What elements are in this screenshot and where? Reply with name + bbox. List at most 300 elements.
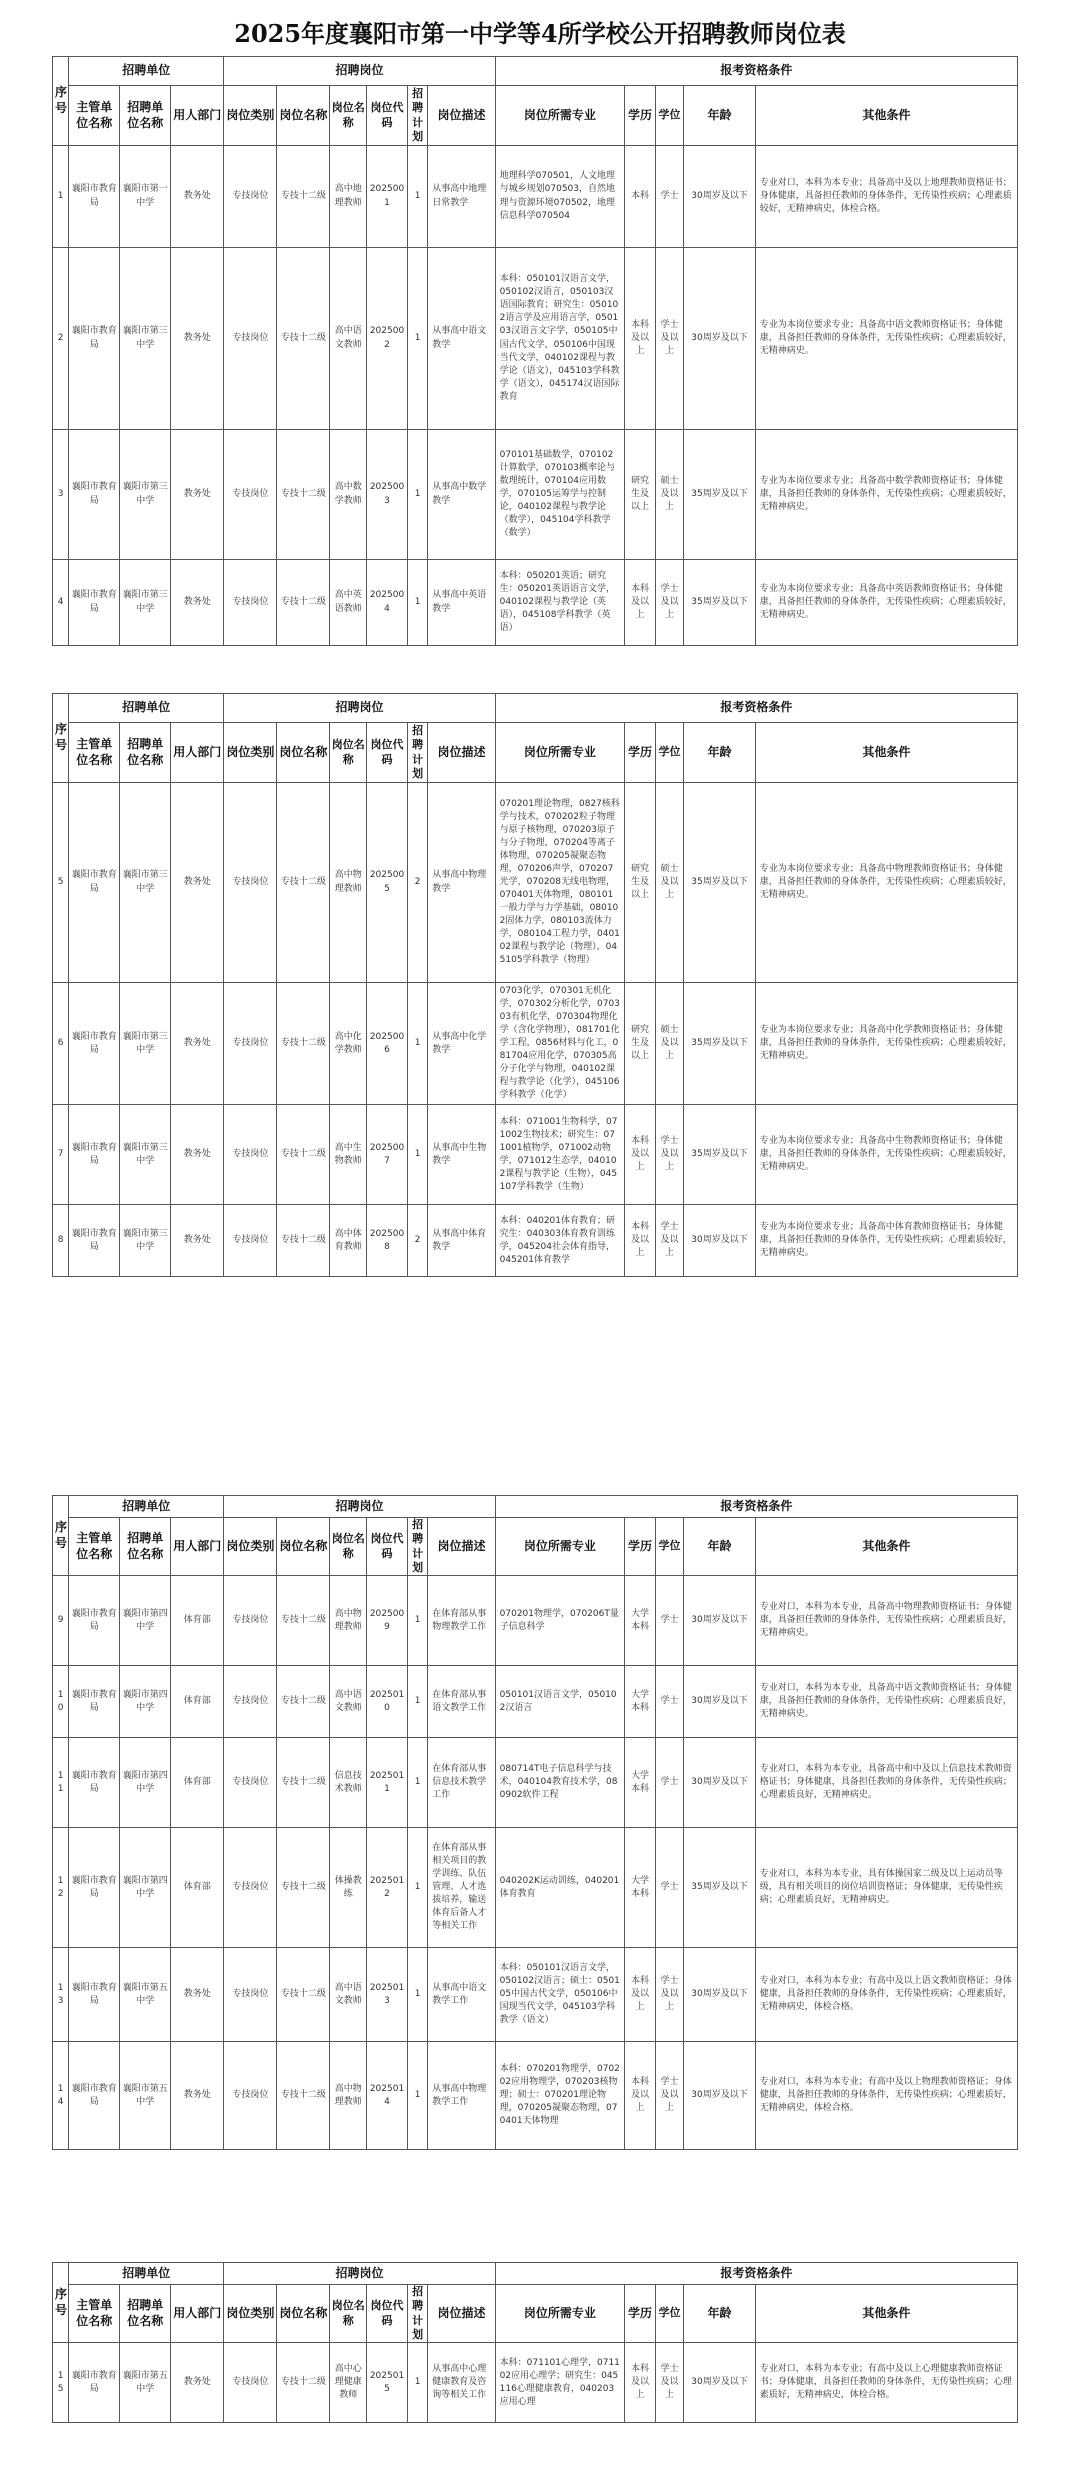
cell-edu: 本科及以上 [625, 2042, 656, 2150]
cell-seq: 3 [53, 430, 69, 560]
cell-other: 专业对口，本科为本专业，具备高中和中及以上信息技术教师资格证书；身体健康，具备担任教师的身体条件，无传染性疾病；心理素质良好，无精神病史。 [755, 1738, 1017, 1828]
cell-edu: 大学本科 [625, 1576, 656, 1666]
header-row-group [53, 2263, 1018, 2285]
recruitment-table-3 [52, 1495, 1018, 2150]
table-row [53, 1576, 1018, 1666]
table-row [53, 783, 1018, 983]
header-seq: 序号 [53, 694, 69, 783]
cell-type: 专技岗位 [224, 248, 277, 430]
cell-edu: 本科及以上 [625, 1105, 656, 1205]
cell-sup: 襄阳市教育局 [69, 1576, 120, 1666]
cell-level: 专技十二级 [277, 783, 330, 983]
cell-n: 1 [407, 146, 427, 248]
cell-other: 专业对口，本科为本专业，具备高中语文教师资格证书；身体健康，具备担任教师的身体条件，无传染性疾病；心理素质良好，无精神病史。 [755, 1666, 1017, 1738]
cell-unit: 襄阳市第四中学 [120, 1738, 171, 1828]
cell-age: 30周岁及以下 [684, 1738, 755, 1828]
cell-sup: 襄阳市教育局 [69, 560, 120, 646]
cell-desc: 从事高中语文教学 [428, 248, 495, 430]
cell-n: 1 [407, 2042, 427, 2150]
cell-type: 专技岗位 [224, 146, 277, 248]
header-quota: 招聘计划 [407, 1518, 427, 1576]
cell-dept: 体育部 [171, 1828, 224, 1948]
cell-major: 本科：071101心理学，071102应用心理学；研究生：045116心理健康教育，040203应用心理 [495, 2343, 625, 2423]
cell-age: 35周岁及以下 [684, 1105, 755, 1205]
cell-deg: 学士 [655, 1666, 684, 1738]
cell-level: 专技十二级 [277, 2042, 330, 2150]
cell-major: 040202K运动训练，040201体育教育 [495, 1828, 625, 1948]
header-quota: 招聘计划 [407, 86, 427, 146]
cell-type: 专技岗位 [224, 2042, 277, 2150]
cell-type: 专技岗位 [224, 560, 277, 646]
cell-other: 专业为本岗位要求专业；具备高中体育教师资格证书；身体健康，具备担任教师的身体条件，无传染性疾病；心理素质较好，无精神病史。 [755, 1205, 1017, 1277]
cell-title: 高中地理教师 [330, 146, 367, 248]
header-degree: 学位 [655, 723, 684, 783]
cell-unit: 襄阳市第五中学 [120, 2042, 171, 2150]
cell-age: 35周岁及以下 [684, 1828, 755, 1948]
cell-n: 1 [407, 430, 427, 560]
cell-age: 35周岁及以下 [684, 983, 755, 1105]
header-post-group: 招聘岗位 [224, 1496, 495, 1518]
header-quota: 招聘计划 [407, 2285, 427, 2343]
cell-seq: 13 [53, 1948, 69, 2042]
cell-major: 本科：040201体育教育；研究生：040303体育教育训练学，045204社会体育指导，045201体育教学 [495, 1205, 625, 1277]
cell-title: 高中化学教师 [330, 983, 367, 1105]
cell-type: 专技岗位 [224, 1666, 277, 1738]
header-major: 岗位所需专业 [495, 723, 625, 783]
cell-seq: 6 [53, 983, 69, 1105]
cell-level: 专技十二级 [277, 1738, 330, 1828]
header-age: 年龄 [684, 2285, 755, 2343]
cell-seq: 10 [53, 1666, 69, 1738]
cell-seq: 15 [53, 2343, 69, 2423]
cell-seq: 4 [53, 560, 69, 646]
cell-dept: 教务处 [171, 2042, 224, 2150]
cell-age: 35周岁及以下 [684, 560, 755, 646]
table-row [53, 248, 1018, 430]
cell-sup: 襄阳市教育局 [69, 430, 120, 560]
cell-edu: 大学本科 [625, 1738, 656, 1828]
cell-unit: 襄阳市第三中学 [120, 1205, 171, 1277]
table-row [53, 2042, 1018, 2150]
cell-major: 本科：070201物理学，070202应用物理学，070203核物理；硕士：070201理论物理，070205凝聚态物理，070401天体物理 [495, 2042, 625, 2150]
cell-code: 2025013 [367, 1948, 408, 2042]
header-department: 用人部门 [171, 2285, 224, 2343]
cell-deg: 硕士及以上 [655, 983, 684, 1105]
cell-edu: 大学本科 [625, 1666, 656, 1738]
cell-unit: 襄阳市第四中学 [120, 1828, 171, 1948]
header-unit-name: 招聘单位名称 [120, 2285, 171, 2343]
recruitment-table-2 [52, 693, 1018, 1277]
cell-dept: 教务处 [171, 783, 224, 983]
cell-seq: 11 [53, 1738, 69, 1828]
cell-age: 35周岁及以下 [684, 430, 755, 560]
cell-code: 2025011 [367, 1738, 408, 1828]
cell-n: 2 [407, 783, 427, 983]
header-major: 岗位所需专业 [495, 86, 625, 146]
cell-deg: 学士 [655, 1738, 684, 1828]
cell-other: 专业为本岗位要求专业；具备高中生物教师资格证书；身体健康，具备担任教师的身体条件，无传染性疾病；心理素质较好，无精神病史。 [755, 1105, 1017, 1205]
cell-major: 本科：050201英语；研究生：050201英语语言文学，040102课程与教学论（英语），045108学科教学（英语） [495, 560, 625, 646]
header-post-name: 岗位名称 [277, 86, 330, 146]
header-requirements-group: 报考资格条件 [495, 694, 1017, 723]
cell-title: 高中语文教师 [330, 248, 367, 430]
cell-title: 高中语文教师 [330, 1666, 367, 1738]
cell-level: 专技十二级 [277, 1576, 330, 1666]
table-row [53, 2343, 1018, 2423]
cell-unit: 襄阳市第三中学 [120, 430, 171, 560]
cell-type: 专技岗位 [224, 1576, 277, 1666]
cell-code: 2025008 [367, 1205, 408, 1277]
header-post-group: 招聘岗位 [224, 2263, 495, 2285]
cell-unit: 襄阳市第三中学 [120, 783, 171, 983]
cell-n: 1 [407, 1105, 427, 1205]
header-major: 岗位所需专业 [495, 2285, 625, 2343]
recruitment-table-1 [52, 56, 1018, 646]
cell-major: 070101基础数学，070102计算数学，070103概率论与数理统计，070104应用数学，070105运筹学与控制论，040102课程与教学论（数学），045104学科教学（数学） [495, 430, 625, 560]
cell-unit: 襄阳市第三中学 [120, 1105, 171, 1205]
header-post-type: 岗位类别 [224, 86, 277, 146]
cell-edu: 研究生及以上 [625, 983, 656, 1105]
header-post-group: 招聘岗位 [224, 57, 495, 86]
header-row-columns [53, 723, 1018, 783]
cell-dept: 教务处 [171, 1948, 224, 2042]
header-education: 学历 [625, 723, 656, 783]
cell-other: 专业为本岗位要求专业；具备高中化学教师资格证书；身体健康，具备担任教师的身体条件，无传染性疾病；心理素质较好，无精神病史。 [755, 983, 1017, 1105]
cell-other: 专业为本岗位要求专业；具备高中语文教师资格证书；身体健康，具备担任教师的身体条件，无传染性疾病；心理素质较好，无精神病史。 [755, 248, 1017, 430]
table-row [53, 983, 1018, 1105]
cell-level: 专技十二级 [277, 560, 330, 646]
cell-unit: 襄阳市第五中学 [120, 1948, 171, 2042]
cell-n: 1 [407, 1738, 427, 1828]
header-quota: 招聘计划 [407, 723, 427, 783]
cell-seq: 9 [53, 1576, 69, 1666]
cell-type: 专技岗位 [224, 1105, 277, 1205]
cell-dept: 教务处 [171, 2343, 224, 2423]
cell-sup: 襄阳市教育局 [69, 2343, 120, 2423]
cell-n: 1 [407, 983, 427, 1105]
cell-code: 2025002 [367, 248, 408, 430]
cell-sup: 襄阳市教育局 [69, 783, 120, 983]
cell-dept: 教务处 [171, 430, 224, 560]
cell-deg: 学士及以上 [655, 248, 684, 430]
cell-title: 高中体育教师 [330, 1205, 367, 1277]
cell-edu: 研究生及以上 [625, 430, 656, 560]
cell-dept: 教务处 [171, 146, 224, 248]
cell-code: 2025007 [367, 1105, 408, 1205]
cell-deg: 学士 [655, 146, 684, 248]
header-degree: 学位 [655, 2285, 684, 2343]
cell-desc: 在体育部从事信息技术教学工作 [428, 1738, 495, 1828]
cell-type: 专技岗位 [224, 983, 277, 1105]
cell-major: 本科：050101汉语言文学，050102汉语言，050103汉语国际教育；研究生：050102语言学及应用语言学，050103汉语言文字学，050105中国古代文学，050106中国现当代文学，040102课程与教学论（语文），045103学科教学（语文），045174汉语国际教育 [495, 248, 625, 430]
cell-title: 高中物理教师 [330, 2042, 367, 2150]
cell-deg: 硕士及以上 [655, 430, 684, 560]
cell-seq: 1 [53, 146, 69, 248]
header-other-conditions: 其他条件 [755, 86, 1017, 146]
cell-sup: 襄阳市教育局 [69, 1828, 120, 1948]
cell-age: 30周岁及以下 [684, 1205, 755, 1277]
cell-deg: 硕士及以上 [655, 783, 684, 983]
cell-level: 专技十二级 [277, 1948, 330, 2042]
cell-sup: 襄阳市教育局 [69, 248, 120, 430]
cell-level: 专技十二级 [277, 430, 330, 560]
cell-code: 2025014 [367, 2042, 408, 2150]
header-major: 岗位所需专业 [495, 1518, 625, 1576]
header-education: 学历 [625, 86, 656, 146]
cell-unit: 襄阳市第四中学 [120, 1666, 171, 1738]
header-department: 用人部门 [171, 1518, 224, 1576]
header-unit-group: 招聘单位 [69, 694, 224, 723]
cell-desc: 从事高中数学教学 [428, 430, 495, 560]
cell-other: 专业对口，本科为本专业，具备高中物理教师资格证书；身体健康，具备担任教师的身体条件，无传染性疾病；心理素质良好，无精神病史。 [755, 1576, 1017, 1666]
cell-n: 1 [407, 1666, 427, 1738]
cell-desc: 从事高中语文教学工作 [428, 1948, 495, 2042]
cell-edu: 本科及以上 [625, 560, 656, 646]
cell-seq: 8 [53, 1205, 69, 1277]
table-row [53, 560, 1018, 646]
cell-unit: 襄阳市第五中学 [120, 2343, 171, 2423]
table-row [53, 1205, 1018, 1277]
cell-n: 1 [407, 1828, 427, 1948]
header-other-conditions: 其他条件 [755, 1518, 1017, 1576]
header-post-name: 岗位名称 [277, 723, 330, 783]
header-post-title: 岗位名称 [330, 1518, 367, 1576]
cell-type: 专技岗位 [224, 1738, 277, 1828]
cell-level: 专技十二级 [277, 983, 330, 1105]
cell-major: 070201理论物理，0827核科学与技术，070202粒子物理与原子核物理，070203原子与分子物理，070204等离子体物理，070205凝聚态物理，070206声学，070207光学，070208无线电物理，070401天体物理，080101一般力学与力学基础，080102固体力学，080103流体力学，080104工程力学，040102课程与教学论（物理），045105学科教学（物理） [495, 783, 625, 983]
cell-dept: 教务处 [171, 983, 224, 1105]
cell-edu: 本科及以上 [625, 248, 656, 430]
cell-sup: 襄阳市教育局 [69, 1205, 120, 1277]
cell-seq: 5 [53, 783, 69, 983]
header-unit-group: 招聘单位 [69, 2263, 224, 2285]
header-post-type: 岗位类别 [224, 1518, 277, 1576]
cell-age: 30周岁及以下 [684, 2042, 755, 2150]
cell-n: 1 [407, 560, 427, 646]
cell-dept: 体育部 [171, 1666, 224, 1738]
cell-desc: 从事高中物理教学 [428, 783, 495, 983]
cell-level: 专技十二级 [277, 1666, 330, 1738]
cell-n: 1 [407, 1576, 427, 1666]
header-post-group: 招聘岗位 [224, 694, 495, 723]
cell-seq: 14 [53, 2042, 69, 2150]
header-seq: 序号 [53, 1496, 69, 1576]
cell-code: 2025015 [367, 2343, 408, 2423]
cell-unit: 襄阳市第三中学 [120, 560, 171, 646]
cell-type: 专技岗位 [224, 1828, 277, 1948]
header-unit-name: 招聘单位名称 [120, 723, 171, 783]
header-other-conditions: 其他条件 [755, 2285, 1017, 2343]
cell-other: 专业为本岗位要求专业；具备高中英语教师资格证书；身体健康，具备担任教师的身体条件，无传染性疾病；心理素质较好，无精神病史。 [755, 560, 1017, 646]
cell-unit: 襄阳市第一中学 [120, 146, 171, 248]
header-post-title: 岗位名称 [330, 723, 367, 783]
cell-level: 专技十二级 [277, 2343, 330, 2423]
cell-n: 1 [407, 248, 427, 430]
cell-sup: 襄阳市教育局 [69, 983, 120, 1105]
cell-sup: 襄阳市教育局 [69, 1105, 120, 1205]
cell-level: 专技十二级 [277, 146, 330, 248]
cell-other: 专业为本岗位要求专业；具备高中数学教师资格证书；身体健康，具备担任教师的身体条件，无传染性疾病；心理素质较好，无精神病史。 [755, 430, 1017, 560]
header-post-title: 岗位名称 [330, 86, 367, 146]
cell-other: 专业对口，本科为本专业；有高中及以上心理健康教师资格证书；身体健康，具备担任教师的身体条件，无传染性疾病；心理素质好，无精神病史，体检合格。 [755, 2343, 1017, 2423]
cell-age: 30周岁及以下 [684, 2343, 755, 2423]
cell-n: 1 [407, 2343, 427, 2423]
header-other-conditions: 其他条件 [755, 723, 1017, 783]
header-age: 年龄 [684, 723, 755, 783]
cell-deg: 学士及以上 [655, 2042, 684, 2150]
cell-title: 高中生物教师 [330, 1105, 367, 1205]
cell-code: 2025004 [367, 560, 408, 646]
header-post-name: 岗位名称 [277, 2285, 330, 2343]
cell-unit: 襄阳市第四中学 [120, 1576, 171, 1666]
cell-dept: 教务处 [171, 1105, 224, 1205]
header-age: 年龄 [684, 1518, 755, 1576]
header-row-columns [53, 2285, 1018, 2343]
cell-major: 地理科学070501，人文地理与城乡规划070503，自然地理与资源环境070502，地理信息科学070504 [495, 146, 625, 248]
header-supervisor: 主管单位名称 [69, 2285, 120, 2343]
cell-title: 高中心理健康教师 [330, 2343, 367, 2423]
cell-edu: 研究生及以上 [625, 783, 656, 983]
header-post-name: 岗位名称 [277, 1518, 330, 1576]
cell-desc: 从事高中英语教学 [428, 560, 495, 646]
recruitment-table-4 [52, 2262, 1018, 2423]
header-unit-name: 招聘单位名称 [120, 86, 171, 146]
cell-code: 2025006 [367, 983, 408, 1105]
table-row [53, 146, 1018, 248]
cell-code: 2025005 [367, 783, 408, 983]
cell-desc: 在体育部从事物理教学工作 [428, 1576, 495, 1666]
header-unit-name: 招聘单位名称 [120, 1518, 171, 1576]
cell-edu: 本科及以上 [625, 2343, 656, 2423]
header-post-code: 岗位代码 [367, 86, 408, 146]
cell-code: 2025003 [367, 430, 408, 560]
header-post-code: 岗位代码 [367, 1518, 408, 1576]
header-post-code: 岗位代码 [367, 2285, 408, 2343]
header-post-description: 岗位描述 [428, 723, 495, 783]
cell-code: 2025001 [367, 146, 408, 248]
header-row-columns [53, 1518, 1018, 1576]
table-row [53, 1666, 1018, 1738]
cell-sup: 襄阳市教育局 [69, 1948, 120, 2042]
header-row-group [53, 57, 1018, 86]
cell-desc: 从事高中生物教学 [428, 1105, 495, 1205]
cell-level: 专技十二级 [277, 1828, 330, 1948]
cell-seq: 7 [53, 1105, 69, 1205]
cell-dept: 体育部 [171, 1576, 224, 1666]
cell-dept: 教务处 [171, 1205, 224, 1277]
cell-title: 信息技术教师 [330, 1738, 367, 1828]
cell-deg: 学士 [655, 1828, 684, 1948]
cell-major: 0703化学，070301无机化学，070302分析化学，070303有机化学，070304物理化学（含化学物理），081701化学工程，0856材料与化工，081704应用化学，070305高分子化学与物理，040102课程与教学论（化学），045106学科教学（化学） [495, 983, 625, 1105]
table-row [53, 1948, 1018, 2042]
cell-desc: 从事高中物理教学工作 [428, 2042, 495, 2150]
cell-sup: 襄阳市教育局 [69, 146, 120, 248]
header-post-code: 岗位代码 [367, 723, 408, 783]
cell-dept: 教务处 [171, 560, 224, 646]
cell-type: 专技岗位 [224, 1205, 277, 1277]
header-degree: 学位 [655, 1518, 684, 1576]
cell-age: 35周岁及以下 [684, 783, 755, 983]
cell-type: 专技岗位 [224, 1948, 277, 2042]
cell-level: 专技十二级 [277, 248, 330, 430]
cell-n: 1 [407, 1948, 427, 2042]
cell-desc: 在体育部从事相关项目的教学训练、队伍管理、人才选拔培养，输送体育后备人才等相关工作 [428, 1828, 495, 1948]
cell-edu: 本科及以上 [625, 1948, 656, 2042]
cell-title: 高中数学教师 [330, 430, 367, 560]
cell-age: 30周岁及以下 [684, 1576, 755, 1666]
cell-other: 专业为本岗位要求专业；具备高中物理教师资格证书；身体健康，具备担任教师的身体条件，无传染性疾病；心理素质较好，无精神病史。 [755, 783, 1017, 983]
cell-desc: 在体育部从事语文教学工作 [428, 1666, 495, 1738]
header-requirements-group: 报考资格条件 [495, 57, 1017, 86]
cell-age: 30周岁及以下 [684, 1948, 755, 2042]
header-education: 学历 [625, 1518, 656, 1576]
header-age: 年龄 [684, 86, 755, 146]
cell-title: 高中英语教师 [330, 560, 367, 646]
cell-title: 高中物理教师 [330, 1576, 367, 1666]
cell-desc: 从事高中化学教学 [428, 983, 495, 1105]
cell-seq: 12 [53, 1828, 69, 1948]
cell-edu: 大学本科 [625, 1828, 656, 1948]
cell-desc: 从事高中心理健康教育及咨询等相关工作 [428, 2343, 495, 2423]
cell-sup: 襄阳市教育局 [69, 2042, 120, 2150]
header-department: 用人部门 [171, 86, 224, 146]
cell-code: 2025010 [367, 1666, 408, 1738]
cell-deg: 学士及以上 [655, 1205, 684, 1277]
header-post-title: 岗位名称 [330, 2285, 367, 2343]
cell-sup: 襄阳市教育局 [69, 1666, 120, 1738]
header-supervisor: 主管单位名称 [69, 723, 120, 783]
cell-level: 专技十二级 [277, 1205, 330, 1277]
cell-n: 2 [407, 1205, 427, 1277]
cell-title: 高中语文教师 [330, 1948, 367, 2042]
cell-title: 体操教练 [330, 1828, 367, 1948]
cell-unit: 襄阳市第三中学 [120, 983, 171, 1105]
header-unit-group: 招聘单位 [69, 1496, 224, 1518]
page-title: 2025年度襄阳市第一中学等4所学校公开招聘教师岗位表 [234, 19, 846, 48]
cell-desc: 从事高中地理日常教学 [428, 146, 495, 248]
cell-type: 专技岗位 [224, 2343, 277, 2423]
cell-major: 050101汉语言文学，050102汉语言 [495, 1666, 625, 1738]
cell-major: 070201物理学，070206T量子信息科学 [495, 1576, 625, 1666]
cell-deg: 学士及以上 [655, 2343, 684, 2423]
header-supervisor: 主管单位名称 [69, 86, 120, 146]
table-row [53, 1105, 1018, 1205]
header-row-columns [53, 86, 1018, 146]
cell-other: 专业对口，本科为本专业；具备高中及以上地理教师资格证书；身体健康，具备担任教师的身体条件，无传染性疾病；心理素质较好，无精神病史，体检合格。 [755, 146, 1017, 248]
cell-code: 2025009 [367, 1576, 408, 1666]
header-post-description: 岗位描述 [428, 2285, 495, 2343]
table-row [53, 430, 1018, 560]
cell-deg: 学士及以上 [655, 1948, 684, 2042]
header-department: 用人部门 [171, 723, 224, 783]
cell-other: 专业对口，本科为本专业；有高中及以上物理教师资格证；身体健康，具备担任教师的身体条件，无传染性疾病；心理素质好，无精神病史，体检合格。 [755, 2042, 1017, 2150]
cell-major: 本科：071001生物科学，071002生物技术；研究生：071001植物学，071002动物学，071012生态学，040102课程与教学论（生物），045107学科教学（生物） [495, 1105, 625, 1205]
cell-deg: 学士及以上 [655, 1105, 684, 1205]
header-requirements-group: 报考资格条件 [495, 1496, 1017, 1518]
cell-type: 专技岗位 [224, 430, 277, 560]
cell-dept: 体育部 [171, 1738, 224, 1828]
cell-seq: 2 [53, 248, 69, 430]
cell-deg: 学士 [655, 1576, 684, 1666]
header-post-type: 岗位类别 [224, 2285, 277, 2343]
table-row [53, 1738, 1018, 1828]
cell-major: 080714T电子信息科学与技术，040104教育技术学，080902软件工程 [495, 1738, 625, 1828]
header-row-group [53, 1496, 1018, 1518]
header-row-group [53, 694, 1018, 723]
header-post-description: 岗位描述 [428, 86, 495, 146]
header-requirements-group: 报考资格条件 [495, 2263, 1017, 2285]
header-supervisor: 主管单位名称 [69, 1518, 120, 1576]
